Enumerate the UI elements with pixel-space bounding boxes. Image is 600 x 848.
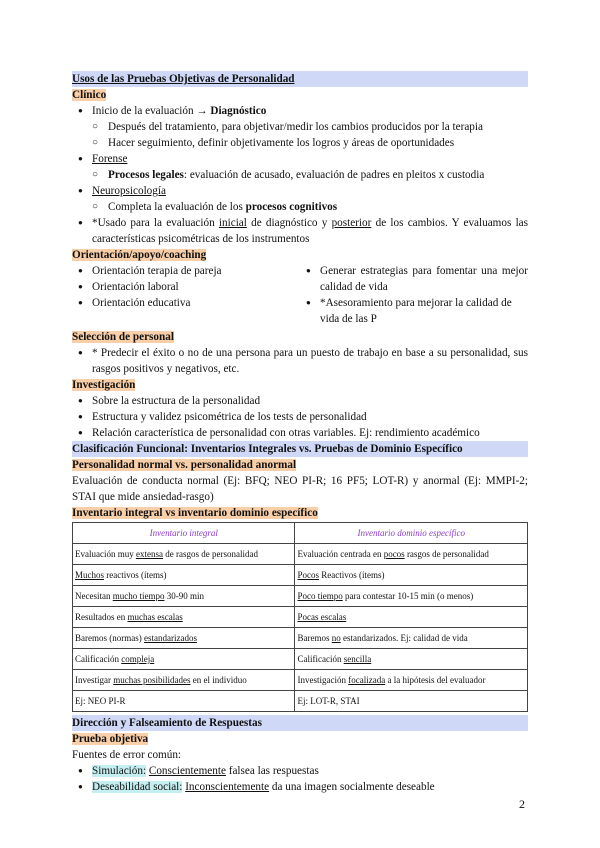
integral-vs-especifico-heading: Inventario integral vs inventario dominio específico bbox=[72, 507, 318, 519]
table-cell: Evaluación centrada en pocos rasgos de personalidad bbox=[295, 544, 528, 565]
list-item: ○ Después del tratamiento, para objetivar/medir los cambios producidos por la terapia bbox=[72, 119, 528, 135]
table-cell: Necesitan mucho tiempo 30-90 min bbox=[73, 586, 295, 607]
section-title: Usos de las Pruebas Objetivas de Personalidad bbox=[72, 71, 528, 87]
table-row bbox=[73, 670, 528, 691]
list-item: ● Forense bbox=[72, 151, 528, 167]
table-cell: Investigar muchas posibilidades en el individuo bbox=[73, 670, 295, 691]
table-cell: Pocas escalas bbox=[295, 607, 528, 628]
list-item: ○ Hacer seguimiento, definir objetivamente los logros y áreas de oportunidades bbox=[72, 135, 528, 151]
table-cell: Ej: LOT-R, STAI bbox=[295, 691, 528, 712]
table-row bbox=[73, 607, 528, 628]
table-row bbox=[73, 691, 528, 712]
list-item: ○ Completa la evaluación de los procesos cognitivos bbox=[72, 199, 528, 215]
paragraph: Fuentes de error común: bbox=[72, 749, 182, 761]
document-page bbox=[72, 71, 528, 795]
table-cell: Baremos no estandarizados. Ej: calidad de vida bbox=[295, 628, 528, 649]
clasificacion-heading: Clasificación Funcional: Inventarios Integrales vs. Pruebas de Dominio Específico bbox=[72, 441, 528, 457]
paragraph: Evaluación de conducta normal (Ej: BFQ; NEO PI-R; 16 PF5; LOT-R) y anormal (Ej: MMPI-2; STAI que mide ansiedad-rasgo) bbox=[72, 475, 528, 503]
table-cell: Ej: NEO PI-R bbox=[73, 691, 295, 712]
list-item: ● Orientación laboral bbox=[72, 279, 300, 295]
comparison-table bbox=[72, 522, 528, 712]
table-cell: Poco tiempo para contestar 10-15 min (o menos) bbox=[295, 586, 528, 607]
page-number: 2 bbox=[519, 797, 525, 811]
list-item: ● Simulación: Conscientemente falsea las respuestas bbox=[72, 763, 528, 779]
table-cell: Baremos (normas) estandarizados bbox=[73, 628, 295, 649]
table-row bbox=[73, 544, 528, 565]
orientacion-heading: Orientación/apoyo/coaching bbox=[72, 249, 207, 261]
investigacion-heading: Investigación bbox=[72, 379, 136, 391]
table-cell: Muchos reactivos (ítems) bbox=[73, 565, 295, 586]
list-item: ● Estructura y validez psicométrica de los tests de personalidad bbox=[72, 409, 528, 425]
seleccion-heading: Selección de personal bbox=[72, 331, 174, 343]
table-cell: Investigación focalizada a la hipótesis del evaluador bbox=[295, 670, 528, 691]
list-item: ● * Predecir el éxito o no de una persona para un puesto de trabajo en base a su personalidad, sus rasgos positivos y negativos, etc. bbox=[72, 345, 528, 377]
table-cell: Pocos Reactivos (ítems) bbox=[295, 565, 528, 586]
list-item: ● Orientación educativa bbox=[72, 295, 300, 311]
list-item: ● Generar estrategias para fomentar una mejor calidad de vida bbox=[300, 263, 528, 295]
normal-anormal-heading: Personalidad normal vs. personalidad anormal bbox=[72, 459, 297, 471]
table-row bbox=[73, 649, 528, 670]
list-item: ● Neuropsicología bbox=[72, 183, 528, 199]
table-row bbox=[73, 565, 528, 586]
prueba-objetiva-heading: Prueba objetiva bbox=[72, 733, 149, 745]
list-item: ● Relación característica de personalidad con otras variables. Ej: rendimiento académico bbox=[72, 425, 528, 441]
list-item: ● Inicio de la evaluación → Diagnóstico bbox=[72, 103, 528, 119]
list-item: ● Orientación terapia de pareja bbox=[72, 263, 300, 279]
table-cell: Resultados en muchas escalas bbox=[73, 607, 295, 628]
table-cell: Calificación compleja bbox=[73, 649, 295, 670]
list-item: ● *Usado para la evaluación inicial de diagnóstico y posterior de los cambios. Y evaluamos las características psicométricas de los instrumentos bbox=[72, 215, 528, 247]
table-row bbox=[73, 628, 528, 649]
table-row bbox=[73, 586, 528, 607]
table-cell: Evaluación muy extensa de rasgos de personalidad bbox=[73, 544, 295, 565]
list-item: ● Deseabilidad social: Inconscientemente da una imagen socialmente deseable bbox=[72, 779, 528, 795]
direccion-heading: Dirección y Falseamiento de Respuestas bbox=[72, 715, 528, 731]
table-header: Inventario dominio específico bbox=[295, 523, 528, 544]
orientacion-columns bbox=[72, 263, 528, 327]
list-item: ○ Procesos legales: evaluación de acusado, evaluación de padres en pleitos x custodia bbox=[72, 167, 528, 183]
table-cell: Calificación sencilla bbox=[295, 649, 528, 670]
list-item: ● *Asesoramiento para mejorar la calidad de vida de las P bbox=[300, 295, 528, 327]
list-item: ● Sobre la estructura de la personalidad bbox=[72, 393, 528, 409]
table-header: Inventario integral bbox=[73, 523, 295, 544]
clinico-heading: Clínico bbox=[72, 89, 107, 101]
